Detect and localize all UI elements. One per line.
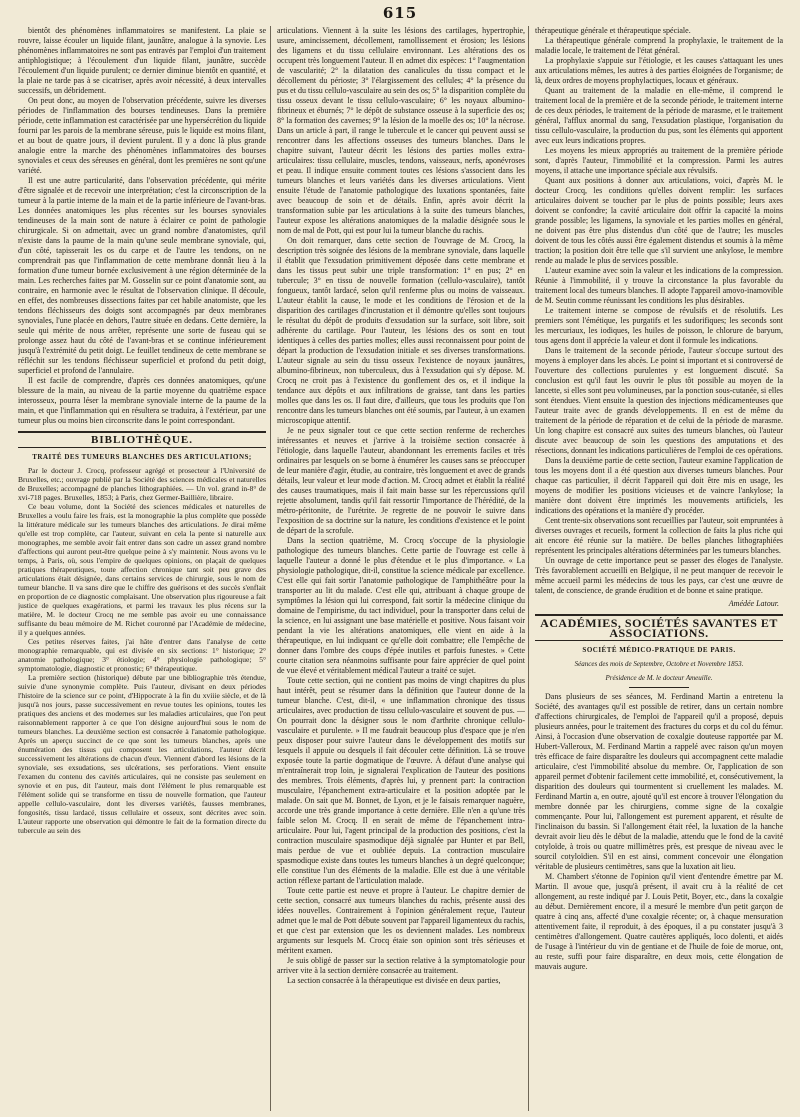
body-paragraph: Dans la deuxième partie de cette section, l'auteur examine l'application de tous les moyens dont il a été question aux diverses tumeurs blanches. Pour chaque cas particulier, il décrit l'appareil qui doit être mis en usage, les moyens de modifier les positions vicieuses et de vaincre l'ankylose; la manière dont doivent être imprimés les mouvements artificiels, les indications des opérations et la manière d'y procéder. (535, 456, 783, 515)
book-title: TRAITÉ DES TUMEURS BLANCHES DES ARTICULATIONS; (32, 453, 252, 461)
column-right (535, 26, 783, 1111)
book-citation: Par le docteur J. Crocq, professeur agrégé et prosecteur à l'Université de Bruxelles, etc.; ouvrage publié par la Société des sciences médicales et naturelles de Bruxelles; accompagné de planches lithographiées. — Un vol. grand in-8° de xvi-718 pages. Bruxelles, 1853; à Paris, chez Germer-Baillière, libraire. (18, 466, 266, 502)
society-paragraph: M. Chambert s'étonne de l'opinion qu'il vient d'entendre émettre par M. Martin. Il avoue que, jusqu'à présent, il avait cru à la réalité de cet allongement, au reste indiqué par J. Louis Petit, Boyer, etc., dans la coxalgie au début. Dernièrement encore, il a mesuré le membre d'un petit garçon de quatre à cinq ans, affecté d'une coxalgie récente; or, à chaque mensuration attentivement faite, il reproduit, à des époques, il a pu constater jusqu'à 3 centimètres d'allongement. Quatre cautères appliqués, loco dolenti, et aidés de l'usage à l'intérieur du vin de gentiane et de l'huile de foie de morue, ont, au reste, suffi pour faire disparaître, en deux mois, cette élongation de mauvais augure. (535, 872, 783, 971)
body-paragraph: Les moyens les mieux appropriés au traitement de la première période sont, d'après l'auteur, l'immobilité et la compression. Parmi les autres moyens, il attache une importance spéciale aux révulsifs. (535, 146, 783, 175)
body-paragraph: Je ne peux signaler tout ce que cette section renferme de recherches intéressantes et neuves et j'arrive à la troisième section consacrée à l'étiologie, dans laquelle l'auteur, abandonnant les errements faciles et très ordinaires par lesquels on se borne à énumérer les causes sans se préoccuper de leur manière d'agir, étudie, au contraire, très longuement et avec de grands détails, leur valeur et leur mode d'action. M. Crocq admet et établit la réalité des causes traumatiques, mais il fait main basse sur les répercussions qu'il rejette absolument, tandis qu'il fait ressortir l'importance de l'hérédité, de la métro-péritonite, de l'urétrite. Je regrette de ne pouvoir le suivre dans l'exposition de sa doctrine sur la nature, les conditions d'existence et le point de départ de la scrofule. (277, 426, 525, 535)
body-paragraph: On peut donc, au moyen de l'observation précédente, suivre les diverses périodes de l'inflammation des bourses tendineuses. Dans la première période, cette inflammation est caractérisée par une hypersécrétion du liquide fourni par les parois de la membrane séreuse, puis le liquide est moins filant, et au bout de quatre jours, il devient purulent. Il y a donc là plus grande analogie entre la marche des phénomènes inflammatoires des bourses synoviales et ceux des séreuses en général, dont les premières ne sont qu'une variété. (18, 96, 266, 175)
section-title-bibliotheque: BIBLIOTHÈQUE. (91, 434, 193, 446)
page-number: 615 (382, 4, 418, 22)
body-paragraph: Un ouvrage de cette importance peut se passer des éloges de l'analyste. Très favorablement accueilli en Belgique, il ne peut manquer de recevoir le même accueil parmi les médecins de tous les pays, car c'est une œuvre de talent, de conscience, de grande érudition et de bonne et saine pratique. (535, 556, 783, 595)
body-paragraph: Il est une autre particularité, dans l'observation précédente, qui mérite d'être signalée et de recevoir une interprétation; c'est la circonscription de la tumeur à la partie interne de la main et de la partie inférieure de l'avant-bras. Les données anatomiques les plus récentes sur les bourses synoviales tendineuses de la main sont de nature à éclairer ce point de pathologie chirurgicale. Si on admettait, avec un grand nombre d'anatomistes, qu'il n'existe dans la paume de la main qu'une seule membrane synoviale, qui, d'un côté, tapisserait les os du carpe et de l'autre les tendons, on ne comprendrait pas que l'inflammation de cette membrane donnât lieu à la formation d'une tumeur bornée exclusivement à une région déterminée de la main. Les recherches faites par M. Gosselin sur ce point d'anatomie sont, au contraire, en harmonie avec le résultat de l'observation clinique. Il découle, en effet, des nombreuses dissections faites par cet habile anatomiste, que les tendons fléchisseurs des doigts sont accompagnés par deux membranes synoviales, l'une placée en dehors, l'autre située en dedans. Cette dernière, la seule qui mérite de nous arrêter, représente une sorte de fuseau qui se prolonge assez haut du côté de l'avant-bras et se continue inférieurement jusqu'à l'extrémité du petit doigt. Le feuillet tendineux de cette membrane se réfléchit sur les tendons fléchisseur superficiel et profond du petit doigt, superficiel et profond de l'annulaire. (18, 176, 266, 375)
body-paragraph: La thérapeutique générale comprend la prophylaxie, le traitement de la maladie locale, le traitement de l'état général. (535, 36, 783, 55)
section-rule (18, 447, 266, 448)
column-middle (277, 26, 525, 1111)
body-paragraph: On doit remarquer, dans cette section de l'ouvrage de M. Crocq, la description très soignée des lésions de la membrane synoviale, dans laquelle il établit que l'exsudation primitivement déposée dans cette membrane et dans les tissus peut subir une triple transformation: 1° en pus; 2° en tubercule; 3° en tissu de nouvelle formation (cellulo-vasculaire), tantôt fongueux, tantôt lardacé, selon qu'il renferme plus ou moins de vaisseaux. L'auteur établit la cause, le mode et les conditions de l'érosion et de la disparition des cartilages d'incrustation et il démontre qu'elles sont toujours le résultat du dépôt de produits d'exsudation sur la surface, soit libre, soit adhérente du cartilage. Pour l'auteur, les lésions des os sont en tout identiques à celles des parties molles; elles aussi reconnaissent pour point de départ la production de l'exsudation initiale et ses diverses transformations. L'auteur signale au sein du tissu osseux l'existence de noyaux jaunâtres, albumino-fibrineux, non tuberculeux, dus à l'exsudation qui s'y dépose. M. Crocq ne croit pas à l'existence du gonflement des os, et il indique la tendance aux dépôts et aux infiltrations de graisse, tant dans les parties molles que dans les os. Il faut dire, d'ailleurs, que tous les produits que l'on rencontre dans les tumeurs blanches ont été soumis, par l'auteur, à un examen microscopique attentif. (277, 236, 525, 425)
body-paragraph: articulations. Viennent à la suite les lésions des cartilages, hypertrophie, usure, amincissement, décollement, ramollissement et érosion; les lésions des ligamens et du tissu cellulaire environnant. Les altérations des os occupent très longuement l'auteur. Il en admet dix espèces: 1° l'augmentation de vascularité; 2° la dilatation des canalicules du tissu compact et le décollement du périoste; 3° l'élargissement des cellules; 4° la présence du pus et du tissu cellulo-vasculaire au sein des os; 5° la disparition complète du tissu osseux devant le tissu cellulo-vasculaire; 6° les noyaux albumino-fibrineux et éburnés; 7° le dépôt de substance osseuse à la superficie des os; 8° la formation des cavernes; 9° la lésion de la moelle des os; 10° la nécrose. Dans un article à part, il range le tubercule et le cancer qui peuvent aussi se rencontrer dans les affections osseuses des tumeurs blanches. Dans le chapitre suivant, l'auteur décrit les lésions des parties molles extra-articulaires: tissu cellulaire, muscles, tendons, vaisseaux, nerfs, aponévroses et peau. Il indique ensuite comment toutes ces lésions s'associent dans les tumeurs blanches et leurs variétés dans les diverses articulations. Vient ensuite l'étude de l'anatomie pathologique des luxations spontanées, faite avec beaucoup de soin et de détails. Enfin, après avoir décrit la transformation subie par les articulations à la suite des tumeurs blanches, l'auteur expose les altérations anatomiques de la maladie désignée sous le nom de mal de Pott, qui est pour lui la tumeur blanche du rachis. (277, 26, 525, 235)
body-paragraph: Quant au traitement de la maladie en elle-même, il comprend le traitement local de la première et de la seconde période, le traitement interne de ces deux périodes, le traitement de la période de marasme, et le traitement général, l'afflux anormal du sang, l'exsudation plastique, l'organisation du tissu cellulo-vasculaire, la production du pus, sont les éléments qui apportent avec eux leurs indications propres. (535, 86, 783, 145)
review-paragraph: Ce beau volume, dont la Société des sciences médicales et naturelles de Bruxelles a voulu faire les frais, est la monographie la plus complète que possède la littérature médicale sur les tumeurs blanches des articulations. Je dirai même qu'elle est trop complète, car l'auteur, suivant en cela la pente si naturelle aux monographes, me semble avoir fait entrer dans son cadre un assez grand nombre d'affections qui auront peut-être quelque peine à s'y maintenir. Nous avons vu le temps, à Paris, où, sous l'empire de quelques opinions, on plaçait de quelques pratiques thérapeutiques, toute affection chronique tant soit peu grave des articulations était désignée, dans certains services de chirurgie, sous le nom de tumeur blanche. Il va sans dire que le chiffre des guérisons et des succès s'enflait en proportion de ce diagnostic complaisant. Une observation plus rigoureuse a fait justice de quelques exagérations, et parmi les travaux les plus récens sur la matière, M. le docteur Crocq ne me semble pas avoir eu une connaissance suffisante du beau mémoire de M. Richet couronné par l'Académie de médecine, il y a quelques années. (18, 502, 266, 637)
column-left (18, 26, 266, 1111)
body-paragraph: Toute cette partie est neuve et propre à l'auteur. Le chapitre dernier de cette section, consacré aux tumeurs blanches du rachis, présente aussi des idées nouvelles. Contrairement à l'opinion généralement reçue, l'auteur admet que le mal de Pott débute souvent par l'appareil ligamenteux du rachis, et que c'est par extension que les os deviennent malades. Les nombreux arguments sur lesquels M. Crocq étaie son opinion sont très sérieuses et méritent examen. (277, 886, 525, 955)
section-title-academies: ACADÉMIES, SOCIÉTÉS SAVANTES ET ASSOCIATIONS. (540, 616, 778, 640)
body-paragraph: L'auteur examine avec soin la valeur et les indications de la compression. Réunie à l'immobilité, il y trouve la circonstance la plus favorable du traitement local des tumeurs blanches. Il adopte l'appareil amovo-inamovible de M. Seutin comme réunissant les conditions les plus désirables. (535, 266, 783, 305)
body-paragraph: Cent trente-six observations sont recueillies par l'auteur, soit empruntées à diverses ouvrages et recueils, forment la collection de faits la plus riche qui ait encore été réunie sur la matière. De belles planches lithographiées représentent les principales altérations déterminées par les tumeurs blanches. (535, 516, 783, 555)
author-signature: Amédée Latour. (728, 599, 779, 608)
body-paragraph: bientôt des phénomènes inflammatoires se manifestent. La plaie se rouvre, laisse écouler un liquide filant, jaunâtre, analogue à la synovie. Les phénomènes inflammatoires ne sont pas entravés par l'emploi d'un traitement antiphlogistique; à l'écoulement d'un liquide filant, jaunâtre, succède l'écoulement d'un liquide purulent; ce dernier diminue bientôt en quantité, et la plaie ne tarde pas à se cicatriser, après avoir nécessité, à deux intervalles successifs, un débridement. (18, 26, 266, 95)
review-paragraph: Ces petites réserves faites, j'ai hâte d'entrer dans l'analyse de cette monographie remarquable, qui est divisée en six sections: 1° historique; 2° anatomie pathologique; 3° étiologie; 4° physiologie pathologique; 5° symptomatologie, diagnostic et pronostic; 6° thérapeutique. (18, 637, 266, 673)
body-paragraph: Il est facile de comprendre, d'après ces données anatomiques, qu'une blessure de la main, au niveau de la partie moyenne du quatrième espace interosseux, pourra léser la membrane synoviale interne de la paume de la main, et que l'inflammation qui en résultera se traduira, à l'extérieur, par une tumeur plus ou moins bien circonscrite dans le point correspondant. (18, 376, 266, 425)
body-paragraph: La section consacrée à la thérapeutique est divisée en deux parties, (287, 976, 501, 985)
presidency-line: Présidence de M. le docteur Ameuille. (605, 674, 713, 682)
divider (629, 687, 689, 688)
society-paragraph: Dans plusieurs de ses séances, M. Ferdinand Martin a entretenu la Société, des avantages qu'il est possible de retirer, dans un certain nombre d'affections chirurgicales, de l'emploi de l'appareil qu'il a proposé, depuis plusieurs années, pour le traitement des fractures du corps et du col du fémur. Ainsi, à l'occasion d'une observation de coxalgie douteuse rapportée par M. Hubert-Valleroux, M. Ferdinand Martin a rappelé avec raison qu'un moyen très efficace de faire disparaître les douleurs qui accompagnent cette maladie articulaire, c'est l'immobilité absolue du membre. Or, l'application de son appareil permet d'obtenir facilement cette immobilité, et, consécutivement, la disparition des douleurs qui tourmentent si cruellement les malades. M. Ferdinand Martin a, en outre, ajouté qu'il est encore à trouver l'élongation du membre donnée par les chirurgiens, comme signe de la coxalgie commençante. Pour lui, l'allongement est purement apparent, et résulte de l'inclinaison du bassin. Si l'allongement était réel, la luxation de la hanche devrait avoir lieu dès le début de la maladie, attendu que le fond de la cavité cotyloïde, à trois ou quatre millimètres près, est presque de niveau avec le sourcil cotyloïdien. S'il en est ainsi, comment concevoir une élongation véritable de plusieurs centimètres, sans que la luxation ait lieu. (535, 692, 783, 871)
column-divider (528, 26, 529, 1111)
body-paragraph: Dans la section quatrième, M. Crocq s'occupe de la physiologie pathologique des tumeurs blanches. Cette partie de l'ouvrage est celle à laquelle l'auteur a donné le plus d'étendue et le plus d'importance. « La physiologie pathologique, dit-il, constitue la science médicale par excellence. C'est elle qui fait sortir l'anatomie pathologique de l'amphithéâtre pour la transporter au lit du malade. C'est elle qui, attribuant à chaque groupe de symptômes la lésion qui lui correspond, fait sortir la médecine clinique du domaine de l'empirisme, du tact individuel, pour la transporter dans celui de la science, en lui assignant une base matérielle et positive. Nous faisant voir pendant la vie les altérations anatomiques, elle vient en aide à la thérapeutique, en lui indiquant ce qu'elle doit combattre; elle l'empêche de donner dans l'ombre des coups d'épée inutiles et parfois funestes. » Cette courte citation sera néanmoins suffisante pour faire apprécier de quel point de vue élevé et véritablement médical l'auteur a traité ce sujet. (277, 536, 525, 675)
body-paragraph: Dans le traitement de la seconde période, l'auteur s'occupe surtout des moyens à employer dans les abcès. Le point si important et si controversé de l'ouverture des collections purulentes y est longuement discuté. Sa conclusion est qu'il faut les ouvrir le plus tôt possible au moyen de la lancette, si elles sont peu volumineuses, par la ponction sous-cutanée, si elles sont étendues. Vient ensuite la question des injections médicamenteuses que l'auteur traite avec de grands développements. Il en est de même du traitement de la période de réparation et de celui de la période de marasme. Un long chapitre est consacré aux suites des tumeurs blanches, où l'auteur discute avec beaucoup de soin les questions des amputations et des résections, donnant les indications particulières de l'emploi de ces opérations. (535, 346, 783, 455)
body-paragraph: Toute cette section, qui ne contient pas moins de vingt chapitres du plus haut intérêt, peut se résumer dans la définition que l'auteur donne de la tumeur blanche. C'est, dit-il, « une inflammation chronique des tissus articulaires, avec production de tissu cellulo-vasculaire et souvent de pus. — On pourrait donc la désigner sous le nom d'arthrite chronique cellulo-vasculaire et purulente. » Il me faudrait beaucoup plus d'espace que je n'en peux disposer pour suivre l'auteur dans le développement des motifs sur lesquels il appuie ou desquels il fait découler cette définition. Là se trouve exposée toute la partie dogmatique de l'œuvre. À défaut d'une analyse qui m'entraînerait trop loin, je signalerai l'explication de l'auteur des positions des membres. Trois éléments, d'après lui, y prennent part: la contraction musculaire, l'épanchement extra-articulaire et la position adoptée par le malade. On sait que M. Bonnet, de Lyon, et je le faisais remarquer naguère, accorde une très grande importance à cette dernière. Elle n'en a qu'une très faible selon M. Crocq. Il en serait de même de l'épanchement intra-articulaire. Pour lui, l'agent principal de la production des positions, c'est la contraction musculaire spasmodique déjà signalée par Hunter et par Bell, mais perdue de vue et oubliée depuis. La contraction musculaire spasmodique existe dans toutes les tumeurs blanches à un degré quelconque; elle constitue l'un des éléments de la maladie. Elle est due à une véritable action réflexe partant de l'articulation malade. (277, 676, 525, 885)
section-rule (18, 431, 266, 433)
body-paragraph: Quant aux positions à donner aux articulations, voici, d'après M. le docteur Crocq, les conditions qu'elles doivent remplir: les surfaces articulaires doivent se toucher par le plus de points possible; leurs axes doivent se confondre; la cavité articulaire doit offrir la capacité la moins grande possible; les ligamens, la synoviale et les parties molles en général, ne doivent pas être plus distendus d'un côté que de l'autre; les muscles doivent de tous les côtés aussi être également distendus et soumis à la même traction; la position doit être telle que s'il survient une ankylose, le membre rende au malade le plus de services possible. (535, 176, 783, 265)
body-paragraph: La prophylaxie s'appuie sur l'étiologie, et les causes s'attaquant les unes aux articulations mêmes, les autres à des parties éloignées de l'organisme; de là, deux ordres de moyens prophylactiques, locaux et généraux. (535, 56, 783, 85)
section-rule (535, 640, 783, 641)
session-dates: Séances des mois de Septembre, Octobre et Novembre 1853. (574, 660, 744, 668)
column-divider (270, 26, 271, 1111)
body-paragraph: Je suis obligé de passer sur la section relative à la symptomatologie pour arriver vite à la section dernière consacrée au traitement. (277, 956, 525, 975)
society-title: SOCIÉTÉ MÉDICO-PRATIQUE DE PARIS. (582, 646, 736, 654)
body-paragraph: thérapeutique générale et thérapeutique spéciale. (535, 26, 691, 35)
body-paragraph: Le traitement interne se compose de révulsifs et de résolutifs. Les premiers sont l'émétique, les purgatifs et les sudorifiques; les seconds sont les mercuriaux, les iodiques, les huiles de poisson, le chlorure de baryum, tous agens dont il apprécie la valeur et dont il formule les indications. (535, 306, 783, 345)
review-paragraph: La première section (historique) débute par une bibliographie très étendue, suivie d'une synonymie complète. Puis l'auteur, divisant en deux périodes l'histoire de la science sur ce point, d'Hippocrate à la fin du xviiie siècle, et de là jusqu'à nos jours, passe successivement en revue toutes les opinions, toutes les pratiques des anciens et des modernes sur les maladies articulaires, que l'on peut raisonnablement rapporter à ce que l'on désigne aujourd'hui sous le nom de tumeurs blanches. La deuxième section est consacrée à l'anatomie pathologique. Après un aperçu succinct de ce que sont les tumeurs blanches, après une énumération des tissus qui composent les articulations, l'auteur décrit successivement les altérations de chacun d'eux. Viennent d'abord les lésions de la synoviale, ses exsudations, ses ulcérations, ses perforations. Vient ensuite l'examen du contenu des cavités articulaires, qui ne consiste pas seulement en synovie et en pus, dit l'auteur, mais dont l'élément le plus remarquable est l'élément solide qui se transforme en tissu de nouvelle formation, que l'auteur appelle cellulo-vasculaire, dont les diverses variétés, fausses membranes, fongosités, tissu lardacé, tissus cellulaire et osseux, sont décrites avec soin. L'auteur rapporte une observation qui démontre le fait de la formation directe du tubercule au sein des (18, 673, 266, 835)
